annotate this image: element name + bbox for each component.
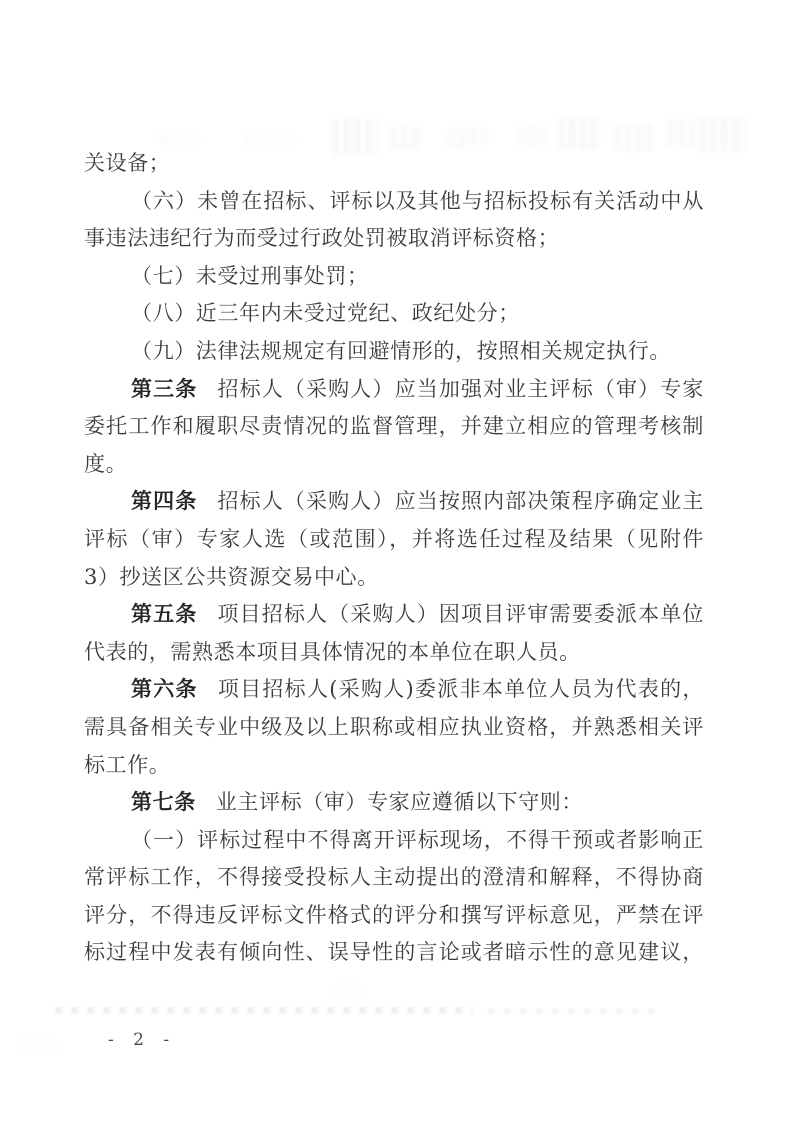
line-text: 事违法违纪行为而受过行政处罚被取消评标资格； <box>84 226 560 251</box>
text-line <box>84 747 704 785</box>
text-line <box>84 145 704 183</box>
line-text: （八）近三年内未受过党纪、政纪处分； <box>131 301 520 326</box>
line-text: 常评标工作，不得接受投标人主动提出的澄清和解释，不得协商 <box>84 865 704 890</box>
text-line <box>84 709 704 747</box>
bleedthrough-mark <box>700 117 746 152</box>
page-number: - 2 - <box>108 1030 177 1050</box>
line-text: （九）法律法规规定有回避情形的，按照相关规定执行。 <box>131 338 671 363</box>
text-line <box>84 258 704 296</box>
article-number: 第三条 <box>131 376 198 401</box>
article-number: 第四条 <box>131 489 198 514</box>
scan-streak <box>55 1007 473 1014</box>
text-line <box>84 634 704 672</box>
article-number: 第六条 <box>131 677 198 702</box>
line-text: 业主评标（审）专家应遵循以下守则： <box>215 790 584 815</box>
text-line <box>84 408 704 446</box>
line-text: 度。 <box>84 451 128 476</box>
text-line <box>84 859 704 897</box>
document-body <box>84 145 704 972</box>
text-line <box>84 446 704 484</box>
line-text: （六）未曾在招标、评标以及其他与招标投标有关活动中从 <box>131 188 704 213</box>
text-line <box>84 934 704 972</box>
article-number: 第七条 <box>131 790 196 815</box>
text-line <box>84 784 704 822</box>
text-line <box>84 596 704 634</box>
text-line <box>84 483 704 521</box>
line-text: 招标人（采购人）应当按照内部决策程序确定业主 <box>217 489 704 514</box>
text-line <box>84 671 704 709</box>
text-line <box>84 559 704 597</box>
text-line <box>84 371 704 409</box>
text-line <box>84 521 704 559</box>
text-line <box>84 295 704 333</box>
text-line <box>84 183 704 221</box>
line-text: 标过程中发表有倾向性、误导性的言论或者暗示性的意见建议， <box>84 940 704 965</box>
scan-streak <box>488 1009 658 1014</box>
text-line <box>84 897 704 935</box>
line-text: 委托工作和履职尽责情况的监督管理，并建立相应的管理考核制 <box>84 414 704 439</box>
bleedthrough-mark <box>330 984 364 996</box>
line-text: 关设备； <box>84 151 171 175</box>
line-text: 项目招标人(采购人)委派非本单位人员为代表的， <box>217 677 704 702</box>
text-line <box>84 333 704 371</box>
line-text: 3）抄送区公共资源交易中心。 <box>84 564 379 589</box>
text-line <box>84 822 704 860</box>
line-text: 标工作。 <box>84 752 171 777</box>
line-text: 评标（审）专家人选（或范围），并将选任过程及结果（见附件 <box>84 526 704 551</box>
line-text: 项目招标人（采购人）因项目评审需要委派本单位 <box>217 602 704 627</box>
bleedthrough-mark <box>18 1038 58 1052</box>
text-line <box>84 220 704 258</box>
line-text: 评分，不得违反评标文件格式的评分和撰写评标意见，严禁在评 <box>84 902 704 927</box>
line-text: 需具备相关专业中级及以上职称或相应执业资格，并熟悉相关评 <box>84 714 704 739</box>
line-text: 招标人（采购人）应当加强对业主评标（审）专家 <box>217 376 704 401</box>
line-text: 代表的，需熟悉本项目具体情况的本单位在职人员。 <box>84 639 581 664</box>
line-text: （一）评标过程中不得离开评标现场，不得干预或者影响正 <box>131 827 704 852</box>
article-number: 第五条 <box>131 602 198 627</box>
line-text: （七）未受过刑事处罚； <box>131 263 369 288</box>
